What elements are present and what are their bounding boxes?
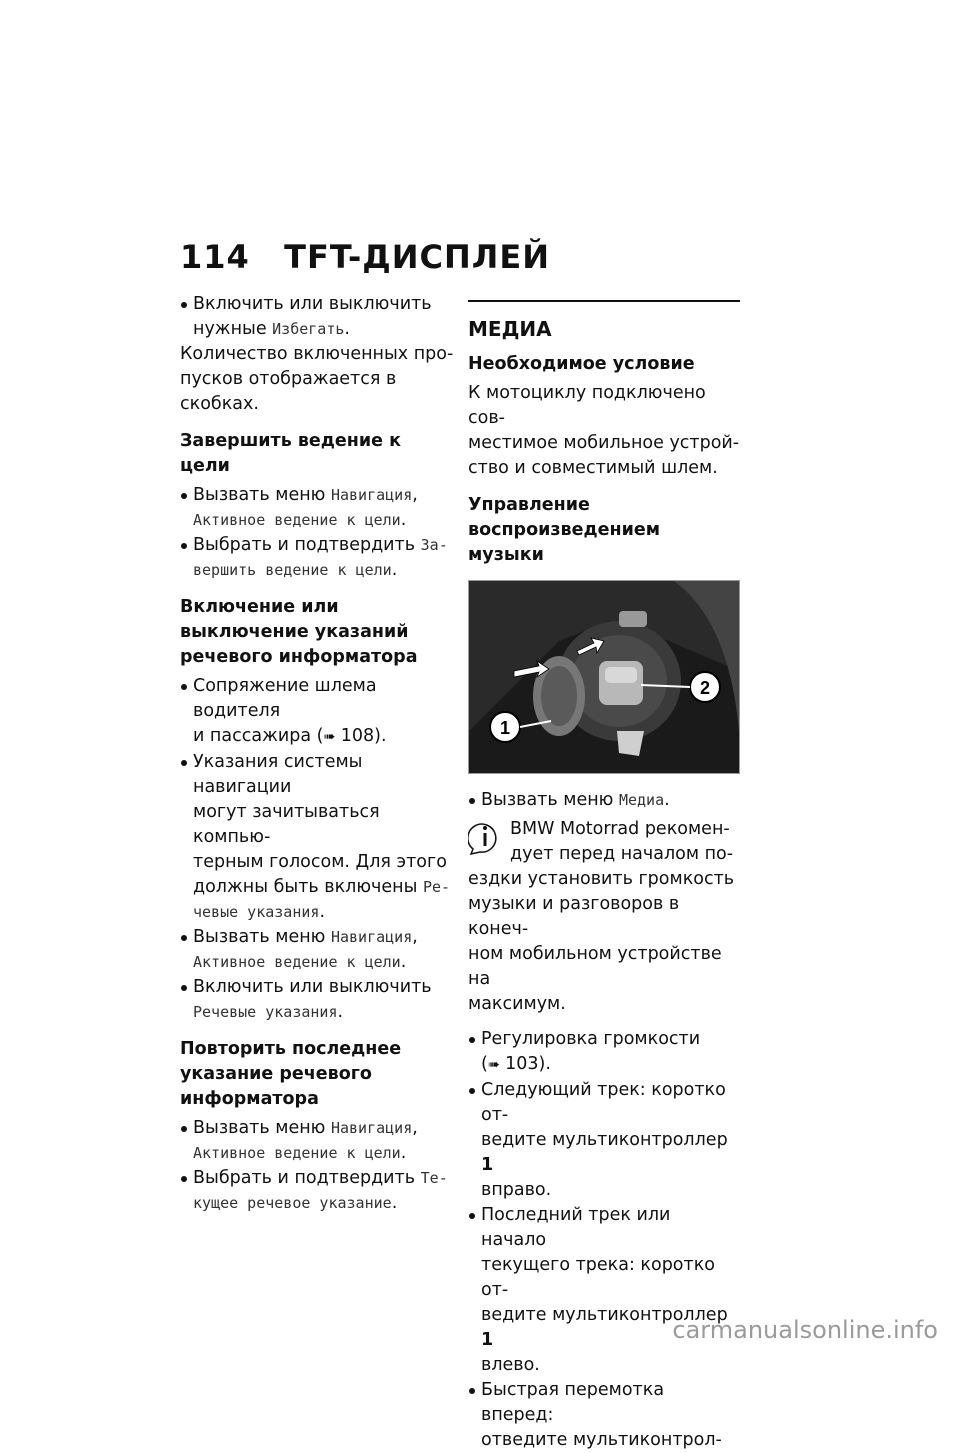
- menu-option: Активное ведение к цели: [193, 1144, 401, 1162]
- list-item: [180, 292, 455, 342]
- info-icon: [468, 819, 500, 855]
- section-divider: [468, 300, 740, 302]
- list-item: Выбрать и подтвердить За- вершить ведение к цели.: [180, 533, 455, 583]
- page-reference-arrow-icon: ➠: [487, 1057, 500, 1073]
- menu-option: Навигация: [330, 928, 413, 946]
- paragraph: Количество включенных про- пусков отображается в скобках.: [180, 344, 454, 414]
- page-reference-arrow-icon: ➠: [323, 729, 336, 745]
- menu-option: Ре-: [423, 878, 451, 896]
- list-item: Регулировка громкости (➠ 103).: [468, 1027, 740, 1078]
- section-title: МЕДИА: [468, 317, 552, 341]
- menu-option: вершить ведение к цели: [193, 561, 392, 579]
- callout-label-2: 2: [699, 678, 711, 698]
- list-item: Вызвать меню Навигация, Активное ведение к цели.: [180, 925, 455, 975]
- list-item: Вызвать меню Навигация, Активное ведение к цели.: [180, 1116, 455, 1166]
- text-line: Включить или выключить: [193, 294, 432, 314]
- section-heading: Необходимое условие: [468, 354, 695, 374]
- right-column: [468, 292, 740, 1453]
- list-item: Включить или выключить Речевые указания.: [180, 975, 455, 1025]
- menu-option: Активное ведение к цели: [193, 953, 401, 971]
- list-item: Последний трек или начало текущего трека: коротко от- ведите мультиконтроллер 1 влево.: [468, 1203, 740, 1378]
- menu-option: Медиа: [618, 791, 665, 809]
- menu-option: кущее речевое указание: [193, 1194, 392, 1212]
- menu-option: Избегать: [272, 320, 345, 338]
- menu-option: За-: [420, 536, 448, 554]
- menu-option: чевые указания: [193, 903, 320, 921]
- text-line: нужные Избегать.: [193, 319, 350, 339]
- info-note: BMW Motorrad рекомен- дует перед началом по- ездки установить громкость музыки и разговоров в конеч- ном мобильном устройстве на максимум.: [468, 819, 735, 1014]
- handlebar-controls-photo: [468, 580, 740, 774]
- section-heading: Завершить ведение к цели: [180, 431, 401, 476]
- menu-option: Навигация: [330, 1119, 413, 1137]
- paragraph: К мотоциклу подключено сов- местимое мобильное устрой- ство и совместимый шлем.: [468, 383, 740, 478]
- list-item: Следующий трек: коротко от- ведите мультиконтроллер 1 вправо.: [468, 1078, 740, 1203]
- page-header: [180, 238, 550, 276]
- section-heading: Управление воспроизведением музыки: [468, 495, 661, 565]
- watermark: carmanualsonline.info: [672, 1316, 938, 1344]
- callout-label-1: 1: [499, 718, 511, 738]
- left-column: [180, 292, 455, 1216]
- menu-option: Речевые указания: [193, 1003, 338, 1021]
- page-title: TFT-ДИСПЛЕЙ: [284, 238, 550, 276]
- list-item: Сопряжение шлема водителя и пассажира (➠ 108).: [180, 674, 455, 750]
- list-item: Указания системы навигации могут зачитываться компью- терным голосом. Для этого должны быть включены Ре- чевые указания.: [180, 750, 455, 925]
- menu-option: Активное ведение к цели: [193, 511, 401, 529]
- list-item: Быстрая перемотка вперед: отведите мультиконтрол-: [468, 1378, 740, 1453]
- menu-option: Навигация: [330, 486, 413, 504]
- list-item: Выбрать и подтвердить Те- кущее речевое указание.: [180, 1166, 455, 1216]
- section-heading: Включение или выключение указаний речевого информатора: [180, 597, 418, 667]
- list-item: Вызвать меню Медиа.: [468, 788, 740, 813]
- menu-option: Те-: [420, 1169, 448, 1187]
- page-number: 114: [180, 238, 250, 276]
- list-item: Вызвать меню Навигация, Активное ведение к цели.: [180, 483, 455, 533]
- section-heading: Повторить последнее указание речевого информатора: [180, 1039, 402, 1109]
